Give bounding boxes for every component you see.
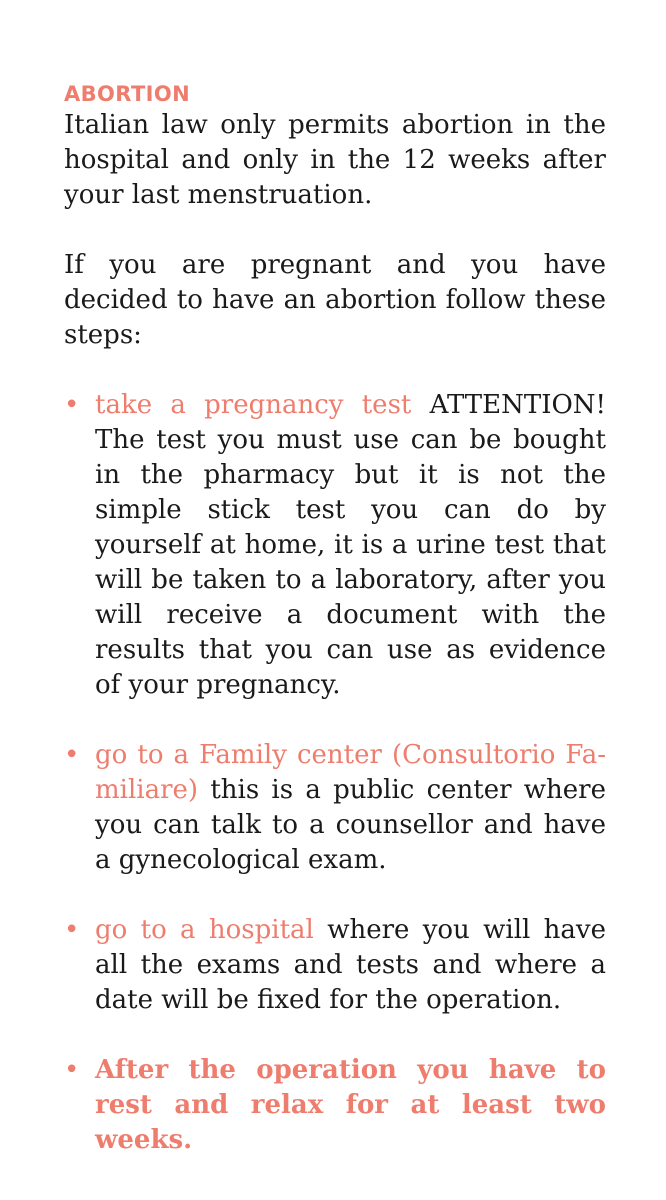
step-text: where you will have all the exams and tests and where a date will be fixed for the operation. [95,915,606,1015]
step-text: ATTENTION! The test you must use can be bought in the pharmacy but it is not the simple stick test you can do by yourself at home, it is a urine test that will be taken to a laboratory, after you will receive a document with the results that you can use as evidence of your pregnancy. [95,390,606,700]
bullet-icon: • [64,740,80,770]
bullet-icon: • [64,390,80,420]
step-item [64,738,606,878]
intro-paragraph: Italian law only permits abortion in the hospital and only in the 12 weeks after your last menstruation. [64,110,606,210]
section-heading: ABORTION [64,82,191,106]
step-highlight: take a pregnancy test [95,390,412,420]
step-item [64,388,606,703]
lead-paragraph: If you are pregnant and you have decided to have an abortion follow these steps: [64,250,606,350]
step-highlight: go to a Family center (Consultorio Familiare) [95,740,606,805]
step-highlight: go to a hospital [95,915,314,945]
document-page [64,80,606,1193]
steps-list [64,388,606,1158]
bullet-icon: • [64,1055,80,1085]
bullet-icon: • [64,915,80,945]
step-highlight: After the operation you have to rest and relax for at least two weeks. [95,1055,606,1155]
step-item [64,913,606,1018]
step-text: this is a public center where you can talk to a counsellor and have a gynecological exam. [95,775,606,875]
step-item [64,1053,606,1158]
